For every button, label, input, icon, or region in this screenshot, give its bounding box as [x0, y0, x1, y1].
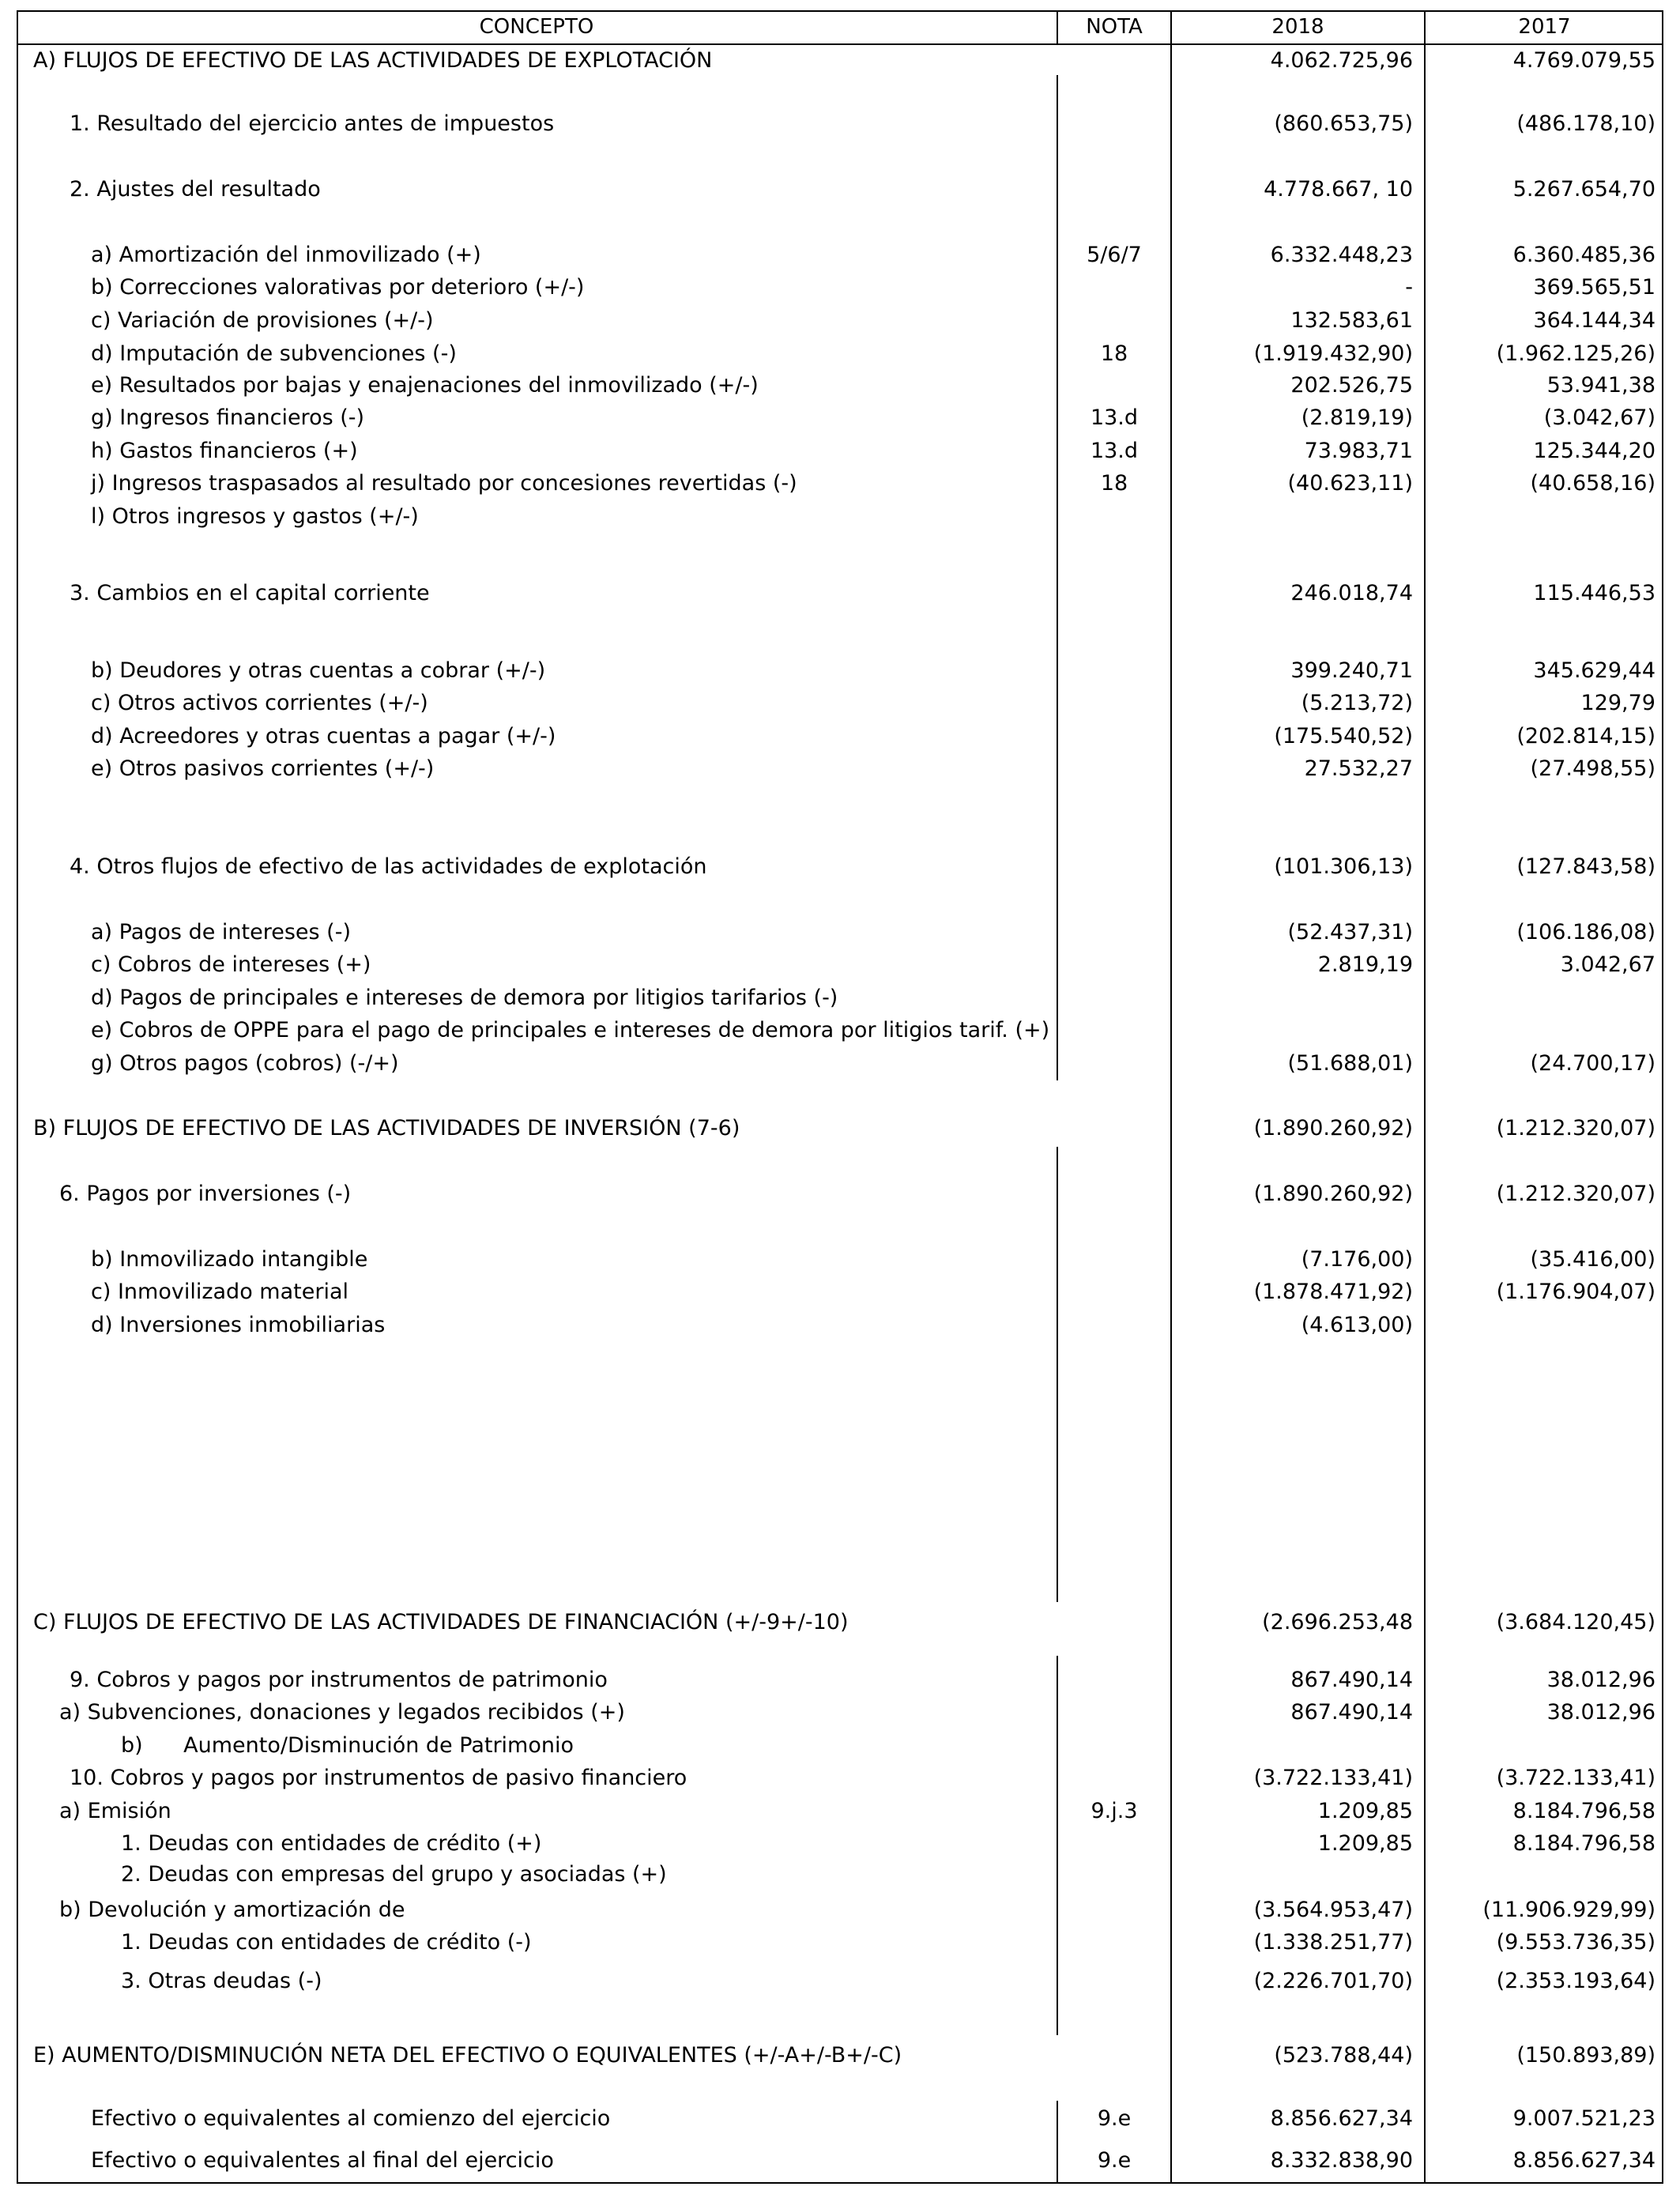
value-2018: (5.213,72): [1301, 691, 1413, 715]
value-2017: 364.144,34: [1533, 308, 1656, 333]
value-2017: (3.722.133,41): [1496, 1766, 1656, 1790]
concept: c) Inmovilizado material: [91, 1280, 348, 1304]
value-2017: 8.184.796,58: [1512, 1831, 1656, 1856]
value-2018: 6.332.448,23: [1270, 243, 1413, 267]
table-row: [0, 174, 1680, 205]
note: 13.d: [1090, 439, 1139, 463]
concept: c) Variación de provisiones (+/-): [91, 308, 434, 333]
concept: b) Deudores y otras cuentas a cobrar (+/-): [91, 658, 546, 683]
value-2017: (1.176.904,07): [1496, 1280, 1656, 1304]
concept: 10. Cobros y pagos por instrumentos de pasivo financiero: [70, 1766, 687, 1790]
header-2017: 2017: [1518, 15, 1571, 39]
value-2017: 125.344,20: [1533, 439, 1656, 463]
concept: b) Aumento/Disminución de Patrimonio: [121, 1733, 574, 1758]
value-2018: (52.437,31): [1287, 920, 1413, 944]
concept: 9. Cobros y pagos por instrumentos de patrimonio: [70, 1668, 608, 1692]
concept: j) Ingresos traspasados al resultado por concesiones revertidas (-): [91, 471, 797, 496]
table-row: [0, 1276, 1680, 1308]
table-row: [0, 239, 1680, 271]
table-row: [0, 338, 1680, 370]
note: 9.e: [1097, 2106, 1132, 2131]
header-concepto: CONCEPTO: [479, 15, 594, 39]
concept: l) Otros ingresos y gastos (+/-): [91, 504, 419, 529]
value-2018: (3.722.133,41): [1253, 1766, 1413, 1790]
table-row: [0, 578, 1680, 609]
value-2018: (175.540,52): [1274, 724, 1413, 748]
table-row: [0, 1664, 1680, 1696]
table-row: [0, 1828, 1680, 1860]
table-row: [0, 917, 1680, 948]
value-2017: 345.629,44: [1533, 658, 1656, 683]
value-2017: (1.962.125,26): [1496, 341, 1656, 366]
value-2018: 867.490,14: [1290, 1668, 1413, 1692]
concept: Efectivo o equivalentes al final del ejercicio: [91, 2148, 554, 2173]
table-row: [0, 402, 1680, 434]
table-row: [0, 982, 1680, 1014]
value-2018: (1.890.260,92): [1253, 1116, 1413, 1140]
value-2017: (1.212.320,07): [1496, 1116, 1656, 1140]
concept: c) Cobros de intereses (+): [91, 952, 371, 977]
value-2018: (3.564.953,47): [1253, 1898, 1413, 1922]
value-2017: 5.267.654,70: [1512, 177, 1656, 202]
table-row: [0, 1796, 1680, 1827]
value-2018: 246.018,74: [1290, 581, 1413, 605]
table-row: [0, 1966, 1680, 1997]
table-row: [0, 1244, 1680, 1276]
value-2017: (202.814,15): [1516, 724, 1656, 748]
concept: a) Pagos de intereses (-): [91, 920, 351, 944]
value-2017: (35.416,00): [1530, 1247, 1656, 1272]
table-row: [0, 1178, 1680, 1210]
note: 13.d: [1090, 405, 1139, 430]
concept: g) Otros pagos (cobros) (-/+): [91, 1051, 399, 1076]
value-2018: (1.890.260,92): [1253, 1182, 1413, 1206]
concept: 4. Otros flujos de efectivo de las actividades de explotación: [70, 854, 707, 879]
value-2018: (1.338.251,77): [1253, 1930, 1413, 1955]
value-2018: -: [1405, 275, 1413, 300]
value-2017: (27.498,55): [1530, 756, 1656, 781]
table-row: [0, 1697, 1680, 1728]
concept: b) Devolución y amortización de: [59, 1898, 405, 1922]
table-row: [0, 851, 1680, 883]
concept: b) Correcciones valorativas por deterioro (+/-): [91, 275, 585, 300]
table-row: [0, 370, 1680, 401]
value-2017: (24.700,17): [1530, 1051, 1656, 1076]
value-2017: (106.186,08): [1516, 920, 1656, 944]
concept: d) Imputación de subvenciones (-): [91, 341, 457, 366]
value-2018: (4.613,00): [1301, 1313, 1413, 1337]
table-row: [0, 272, 1680, 303]
value-2018: 132.583,61: [1290, 308, 1413, 333]
table-row: [0, 108, 1680, 140]
table-row: [0, 1859, 1680, 1891]
concept: 3. Otras deudas (-): [121, 1969, 322, 1993]
concept: 2. Ajustes del resultado: [70, 177, 321, 202]
value-2018: 4.778.667, 10: [1264, 177, 1413, 202]
header-2018: 2018: [1271, 15, 1324, 39]
concept: e) Otros pasivos corrientes (+/-): [91, 756, 435, 781]
value-2018: 1.209,85: [1317, 1831, 1413, 1856]
table-row: [0, 1927, 1680, 1958]
note: 18: [1100, 341, 1128, 366]
table-row: [0, 1048, 1680, 1080]
table-row: [0, 1113, 1680, 1144]
value-2018: 27.532,27: [1304, 756, 1413, 781]
value-2018: 1.209,85: [1317, 1799, 1413, 1823]
value-2017: (11.906.929,99): [1482, 1898, 1656, 1922]
table-row: [0, 435, 1680, 467]
value-2018: (7.176,00): [1301, 1247, 1413, 1272]
value-2017: (3.684.120,45): [1496, 1610, 1656, 1634]
value-2017: 8.856.627,34: [1512, 2148, 1656, 2173]
note: 9.e: [1097, 2148, 1132, 2173]
value-2018: 2.819,19: [1317, 952, 1413, 977]
value-2017: 38.012,96: [1546, 1668, 1656, 1692]
value-2017: (1.212.320,07): [1496, 1182, 1656, 1206]
value-2017: (150.893,89): [1516, 2043, 1656, 2068]
table-row: [0, 501, 1680, 533]
value-2017: 3.042,67: [1560, 952, 1656, 977]
table-row: [0, 1894, 1680, 1926]
value-2018: (2.226.701,70): [1253, 1969, 1413, 1993]
note: 9.j.3: [1090, 1799, 1138, 1823]
value-2017: 38.012,96: [1546, 1700, 1656, 1725]
value-2018: 4.062.725,96: [1270, 48, 1413, 73]
value-2018: (51.688,01): [1287, 1051, 1413, 1076]
table-row: [0, 949, 1680, 981]
header-nota: NOTA: [1086, 15, 1143, 39]
value-2018: 73.983,71: [1304, 439, 1413, 463]
table-row: [0, 1310, 1680, 1341]
table-row: [0, 305, 1680, 337]
concept: e) Cobros de OPPE para el pago de principales e intereses de demora por litigios tarif. (+): [91, 1018, 1050, 1042]
concept: C) FLUJOS DE EFECTIVO DE LAS ACTIVIDADES DE FINANCIACIÓN (+/-9+/-10): [33, 1610, 849, 1634]
table-row: [0, 1762, 1680, 1794]
value-2018: (101.306,13): [1274, 854, 1413, 879]
table-row: [0, 655, 1680, 687]
concept: b) Inmovilizado intangible: [91, 1247, 368, 1272]
table-row: [0, 1015, 1680, 1046]
value-2017: 129,79: [1580, 691, 1656, 715]
concept: 3. Cambios en el capital corriente: [70, 581, 430, 605]
table-row: [0, 753, 1680, 785]
concept: d) Acreedores y otras cuentas a pagar (+/-): [91, 724, 556, 748]
concept: a) Amortización del inmovilizado (+): [91, 243, 481, 267]
value-2017: 369.565,51: [1533, 275, 1656, 300]
table-row: [0, 1607, 1680, 1638]
value-2018: (860.653,75): [1274, 111, 1413, 136]
concept: e) Resultados por bajas y enajenaciones del inmovilizado (+/-): [91, 373, 759, 398]
table-row: [0, 2145, 1680, 2177]
value-2017: 9.007.521,23: [1512, 2106, 1656, 2131]
concept: c) Otros activos corrientes (+/-): [91, 691, 428, 715]
concept: 1. Deudas con entidades de crédito (-): [121, 1930, 532, 1955]
value-2018: 867.490,14: [1290, 1700, 1413, 1725]
table-row: [0, 2040, 1680, 2071]
value-2018: 202.526,75: [1290, 373, 1413, 398]
table-row: [0, 721, 1680, 752]
value-2017: (2.353.193,64): [1496, 1969, 1656, 1993]
concept: 2. Deudas con empresas del grupo y asociadas (+): [121, 1862, 667, 1887]
value-2018: 399.240,71: [1290, 658, 1413, 683]
concept: a) Subvenciones, donaciones y legados recibidos (+): [59, 1700, 625, 1725]
value-2017: (9.553.736,35): [1496, 1930, 1656, 1955]
value-2018: (1.878.471,92): [1253, 1280, 1413, 1304]
concept: 6. Pagos por inversiones (-): [59, 1182, 352, 1206]
concept: Efectivo o equivalentes al comienzo del ejercicio: [91, 2106, 611, 2131]
value-2018: 8.332.838,90: [1270, 2148, 1413, 2173]
note: 18: [1100, 471, 1128, 496]
value-2018: (523.788,44): [1274, 2043, 1413, 2068]
value-2018: 8.856.627,34: [1270, 2106, 1413, 2131]
value-2017: (486.178,10): [1516, 111, 1656, 136]
value-2017: 4.769.079,55: [1512, 48, 1656, 73]
value-2017: 115.446,53: [1533, 581, 1656, 605]
value-2018: (2.696.253,48: [1262, 1610, 1413, 1634]
concept: B) FLUJOS DE EFECTIVO DE LAS ACTIVIDADES DE INVERSIÓN (7-6): [33, 1116, 740, 1140]
value-2017: (40.658,16): [1530, 471, 1656, 496]
concept: A) FLUJOS DE EFECTIVO DE LAS ACTIVIDADES DE EXPLOTACIÓN: [33, 48, 713, 73]
concept: d) Inversiones inmobiliarias: [91, 1313, 386, 1337]
value-2017: (3.042,67): [1543, 405, 1656, 430]
concept: 1. Resultado del ejercicio antes de impuestos: [70, 111, 555, 136]
concept: a) Emisión: [59, 1799, 171, 1823]
table-row: [0, 1730, 1680, 1762]
value-2018: (40.623,11): [1287, 471, 1413, 496]
value-2017: 6.360.485,36: [1512, 243, 1656, 267]
value-2017: 53.941,38: [1546, 373, 1656, 398]
concept: d) Pagos de principales e intereses de demora por litigios tarifarios (-): [91, 986, 838, 1010]
concept: 1. Deudas con entidades de crédito (+): [121, 1831, 542, 1856]
concept-divider-segment: [1057, 1147, 1058, 1602]
note: 5/6/7: [1087, 243, 1142, 267]
concept: h) Gastos financieros (+): [91, 439, 358, 463]
value-2017: 8.184.796,58: [1512, 1799, 1656, 1823]
value-2018: (2.819,19): [1301, 405, 1413, 430]
concept: E) AUMENTO/DISMINUCIÓN NETA DEL EFECTIVO O EQUIVALENTES (+/-A+/-B+/-C): [33, 2043, 902, 2068]
table-row: [0, 2103, 1680, 2135]
value-2018: (1.919.432,90): [1253, 341, 1413, 366]
table-row: [0, 468, 1680, 499]
concept: g) Ingresos financieros (-): [91, 405, 365, 430]
table-row: [0, 45, 1680, 77]
value-2017: (127.843,58): [1516, 854, 1656, 879]
table-row: [0, 688, 1680, 719]
